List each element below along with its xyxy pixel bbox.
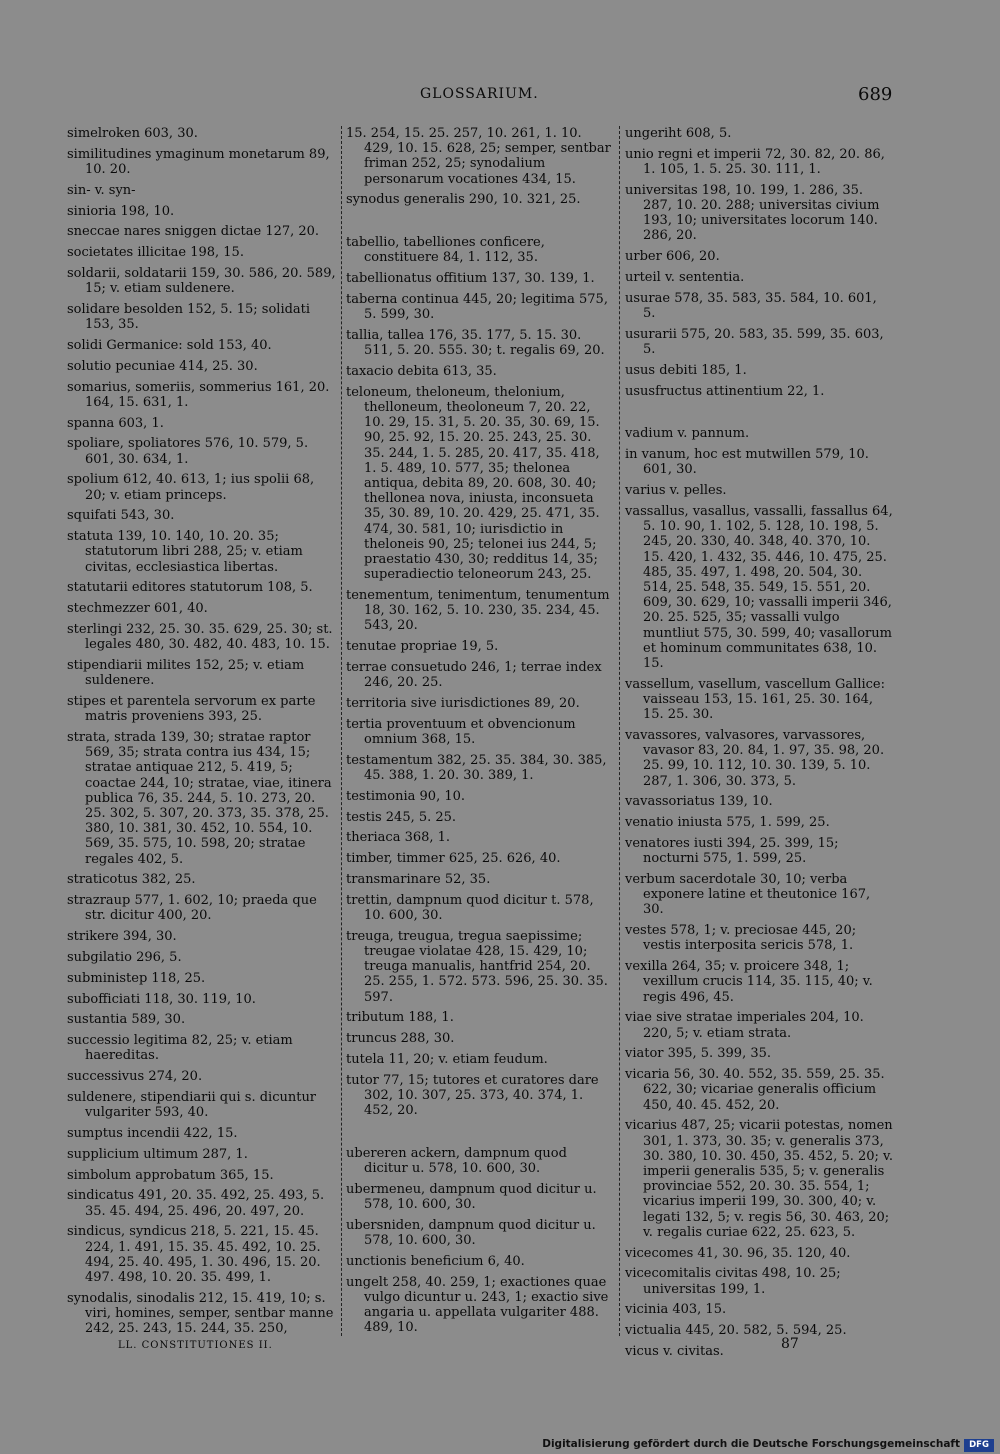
- glossary-entry: terrae consuetudo 246, 1; terrae index 246, 20. 25.: [346, 660, 602, 691]
- glossary-entry: vavassoriatus 139, 10.: [625, 794, 773, 810]
- glossary-entry: territoria sive iurisdictiones 89, 20.: [346, 696, 580, 712]
- section-gap: [625, 404, 893, 426]
- glossary-entry: statuta 139, 10. 140, 10. 20. 35; statutorum libri 288, 25; v. etiam civitas, ecclesiastica libertas.: [67, 529, 303, 575]
- glossary-entry: stipes et parentela servorum ex parte matris proveniens 393, 25.: [67, 693, 316, 725]
- glossary-entry: vavassores, valvasores, varvassores, vavasor 83, 20. 84, 1. 97, 35. 98, 20. 25. 99, 10. 112, 10. 30. 139, 5. 10. 287, 1. 306, 30. 373, 5.: [625, 728, 885, 789]
- section-gap: [346, 1124, 614, 1146]
- glossary-entry: theriaca 368, 1.: [346, 830, 451, 846]
- glossary-entry: tallia, tallea 176, 35. 177, 5. 15. 30. 511, 5. 20. 555. 30; t. regalis 69, 20.: [346, 328, 605, 359]
- glossary-entry: societates illicitae 198, 15.: [67, 245, 244, 261]
- glossary-entry: tertia proventuum et obvencionum omnium 368, 15.: [346, 716, 576, 748]
- glossary-entry: trettin, dampnum quod dicitur t. 578, 10. 600, 30.: [346, 892, 594, 924]
- glossary-entry: usurae 578, 35. 583, 35. 584, 10. 601, 5.: [625, 290, 877, 321]
- glossary-entry: testimonia 90, 10.: [346, 788, 466, 804]
- glossary-entry: transmarinare 52, 35.: [346, 872, 491, 888]
- glossary-column-1: [67, 126, 337, 1342]
- glossary-entry: sneccae nares sniggen dictae 127, 20.: [67, 224, 320, 240]
- glossary-entry: sinioria 198, 10.: [67, 203, 175, 219]
- glossary-entry: vicecomes 41, 30. 96, 35. 120, 40.: [625, 1245, 851, 1261]
- glossary-entry: synodus generalis 290, 10. 321, 25.: [346, 192, 581, 208]
- glossary-entry: ubersniden, dampnum quod dicitur u. 578, 10. 600, 30.: [346, 1218, 596, 1249]
- glossary-entry: venatio iniusta 575, 1. 599, 25.: [625, 815, 830, 831]
- glossary-entry: urteil v. sententia.: [625, 270, 745, 285]
- glossary-entry: strata, strada 139, 30; stratae raptor 569, 35; strata contra ius 434, 15; stratae antiquae 212, 5. 419, 5; coactae 244, 10; stratae, viae, itinera publica 76, 35. 244, 5. 10. 273, 20. 25. 302, 5. 307, 20. 373, 35. 378, 25. 380, 10. 381, 30. 452, 10. 554, 10. 569, 35. 575, 10. 598, 20; stratae regales 402, 5.: [67, 729, 332, 867]
- glossary-entry: soldarii, soldatarii 159, 30. 586, 20. 589, 15; v. etiam suldenere.: [67, 265, 336, 297]
- glossary-entry: testis 245, 5. 25.: [346, 809, 457, 825]
- glossary-entry: testamentum 382, 25. 35. 384, 30. 385, 45. 388, 1. 20. 30. 389, 1.: [346, 752, 607, 784]
- glossary-entry: subministeр 118, 25.: [67, 970, 206, 986]
- glossary-entry: ubermeneu, dampnum quod dicitur u. 578, 10. 600, 30.: [346, 1182, 597, 1213]
- glossary-entry: vassallus, vasallus, vassalli, fassallus 64, 5. 10. 90, 1. 102, 5. 128, 10. 198, 5. 245, 20. 330, 40. 348, 40. 370, 10. 15. 420, 1. 432, 35. 446, 10. 475, 25. 485, 35. 497, 1. 498, 20. 504, 30. 514, 25. 548, 35. 549, 15. 551, 20. 609, 30. 629, 10; vassalli imperii 346, 20. 25. 525, 35; vassalli vulgo muntliut 575, 30. 599, 40; vasallorum et hominum communitates 638, 10. 15.: [625, 503, 893, 672]
- glossary-entry: vexilla 264, 35; v. proicere 348, 1; vexillum crucis 114, 35. 115, 40; v. regis 496, 45.: [625, 959, 873, 1005]
- digitization-credit: [0, 1438, 1000, 1454]
- credit-text: Digitalisierung gefördert durch die Deutsche Forschungsgemeinschaft: [542, 1438, 960, 1450]
- glossary-entry: tabellionatus offitium 137, 30. 139, 1.: [346, 271, 595, 287]
- glossary-entry: truncus 288, 30.: [346, 1031, 455, 1047]
- glossary-entry: sin- v. syn-: [67, 182, 136, 198]
- running-title: GLOSSARIUM.: [420, 86, 539, 102]
- glossary-entry: vicaria 56, 30. 40. 552, 35. 559, 25. 35. 622, 30; vicariae generalis officium 450, 40. 45. 452, 20.: [625, 1067, 885, 1113]
- glossary-entry: vicinia 403, 15.: [625, 1302, 727, 1318]
- glossary-entry: tenutae propriae 19, 5.: [346, 639, 499, 655]
- glossary-entry: ususfructus attinentium 22, 1.: [625, 383, 825, 399]
- glossary-entry: vicus v. civitas.: [625, 1344, 724, 1360]
- glossary-entry: unio regni et imperii 72, 30. 82, 20. 86, 1. 105, 1. 5. 25. 30. 111, 1.: [625, 146, 885, 177]
- series-title: LL. CONSTITUTIONES II.: [118, 1340, 273, 1351]
- glossary-entry: successio legitima 82, 25; v. etiam haereditas.: [67, 1033, 293, 1064]
- glossary-entry: stechmezzer 601, 40.: [67, 601, 208, 617]
- glossary-entry: sustantia 589, 30.: [67, 1012, 186, 1028]
- glossary-entry: unctionis beneficium 6, 40.: [346, 1254, 525, 1270]
- glossary-entry: usus debiti 185, 1.: [625, 362, 747, 378]
- glossary-entry: taberna continua 445, 20; legitima 575, 5. 599, 30.: [346, 292, 608, 323]
- glossary-entry: viae sive stratae imperiales 204, 10. 220, 5; v. etiam strata.: [625, 1010, 864, 1041]
- glossary-entry: tenementum, tenimentum, tenumentum 18, 30. 162, 5. 10. 230, 35. 234, 45. 543, 20.: [346, 588, 610, 634]
- glossary-entry: similitudines ymaginum monetarum 89, 10. 20.: [67, 146, 330, 177]
- glossary-entry: statutarii editores statutorum 108, 5.: [67, 580, 313, 596]
- glossary-entry: subgilatio 296, 5.: [67, 949, 182, 965]
- glossary-entry: vestes 578, 1; v. preciosae 445, 20; vestis interposita sericis 578, 1.: [625, 923, 857, 954]
- glossary-entry: viator 395, 5. 399, 35.: [625, 1046, 772, 1062]
- dfg-logo-icon: DFG: [964, 1439, 994, 1452]
- glossary-entry: taxacio debita 613, 35.: [346, 364, 497, 379]
- glossary-entry: ubereren ackern, dampnum quod dicitur u. 578, 10. 600, 30.: [346, 1146, 567, 1177]
- glossary-entry: somarius, someriis, sommerius 161, 20. 164, 15. 631, 1.: [67, 379, 330, 410]
- glossary-entry: stipendiarii milites 152, 25; v. etiam suldenere.: [67, 657, 305, 689]
- column-divider: [619, 126, 620, 1336]
- glossary-entry: tabellio, tabelliones conficere, constituere 84, 1. 112, 35.: [346, 235, 545, 266]
- glossary-column-3: [625, 126, 893, 1365]
- glossary-entry: spanna 603, 1.: [67, 415, 164, 431]
- glossary-entry: vicecomitalis civitas 498, 10. 25; universitas 199, 1.: [625, 1266, 841, 1297]
- glossary-entry: successivus 274, 20.: [67, 1069, 203, 1085]
- signature-mark: 87: [781, 1336, 799, 1352]
- glossary-entry: varius v. pelles.: [625, 483, 727, 499]
- glossary-entry: usurarii 575, 20. 583, 35. 599, 35. 603, 5.: [625, 326, 884, 357]
- glossary-entry: treuga, treugua, tregua saepissime; treugae violatae 428, 15. 429, 10; treuga manualis, hantfrid 254, 20. 25. 255, 1. 572. 573. 596, 25. 30. 35. 597.: [346, 928, 608, 1005]
- glossary-entry: ungeriht 608, 5.: [625, 126, 732, 141]
- glossary-entry: simbolum approbatum 365, 15.: [67, 1167, 274, 1183]
- glossary-entry: timber, timmer 625, 25. 626, 40.: [346, 851, 561, 867]
- glossary-entry: squifati 543, 30.: [67, 508, 175, 524]
- glossary-entry: spolium 612, 40. 613, 1; ius spolii 68, 20; v. etiam princeps.: [67, 472, 315, 503]
- glossary-entry: victualia 445, 20. 582, 5. 594, 25.: [625, 1323, 847, 1339]
- glossary-entry: spoliare, spoliatores 576, 10. 579, 5. 601, 30. 634, 1.: [67, 436, 309, 467]
- section-gap: [346, 213, 614, 235]
- page-number: 689: [858, 84, 893, 105]
- glossary-entry: vassellum, vasellum, vascellum Gallice: vaisseau 153, 15. 161, 25. 30. 164, 15. 25. 30.: [625, 676, 885, 723]
- glossary-entry: synodalis, sinodalis 212, 15. 419, 10; s. viri, homines, semper, sentbar manne 242, 25. 243, 15. 244, 35. 250,: [67, 1290, 334, 1337]
- glossary-entry: solidi Germanice: sold 153, 40.: [67, 337, 272, 353]
- glossary-entry: teloneum, theloneum, thelonium, thelloneum, theoloneum 7, 20. 22, 10. 29, 15. 31, 5. 20. 35, 30. 69, 15. 90, 25. 92, 15. 20. 25. 243, 25. 30. 35. 244, 1. 5. 285, 20. 417, 35. 418, 1. 5. 489, 10. 577, 35; thelonea antiqua, debita 89, 20. 608, 30. 40; thellonea nova, iniusta, inconsueta 35, 30. 89, 10. 20. 429, 25. 471, 35. 474, 30. 581, 10; iurisdictio in theloneis 90, 25; telonei ius 244, 5; praestatio 430, 30; redditus 14, 35; superadiectio teloneorum 243, 25.: [346, 384, 600, 583]
- page-header: [0, 86, 1000, 110]
- glossary-entry: sindicus, syndicus 218, 5. 221, 15. 45. 224, 1. 491, 15. 35. 45. 492, 10. 25. 494, 25. 40. 495, 1. 30. 496, 15. 20. 497. 498, 10. 20. 35. 499, 1.: [67, 1224, 321, 1285]
- glossary-entry: sindicatus 491, 20. 35. 492, 25. 493, 5. 35. 45. 494, 25. 496, 20. 497, 20.: [67, 1188, 325, 1219]
- glossary-entry: ungelt 258, 40. 259, 1; exactiones quae vulgo dicuntur u. 243, 1; exactio sive angaria u. appellata vulgariter 488. 489, 10.: [346, 1274, 609, 1336]
- glossary-entry: strazraup 577, 1. 602, 10; praeda que str. dicitur 400, 20.: [67, 893, 317, 924]
- glossary-entry: 15. 254, 15. 25. 257, 10. 261, 1. 10. 429, 10. 15. 628, 25; semper, sentbar friman 252, 25; synodalium personarum vocationes 434, 15.: [346, 126, 611, 187]
- glossary-entry: universitas 198, 10. 199, 1. 286, 35. 287, 10. 20. 288; universitas civium 193, 10; universitates locorum 140. 286, 20.: [625, 182, 880, 244]
- glossary-entry: tutor 77, 15; tutores et curatores dare 302, 10. 307, 25. 373, 40. 374, 1. 452, 20.: [346, 1072, 599, 1119]
- glossary-entry: strikere 394, 30.: [67, 929, 177, 945]
- glossary-entry: urber 606, 20.: [625, 249, 720, 265]
- glossary-entry: simelroken 603, 30.: [67, 126, 198, 141]
- glossary-entry: supplicium ultimum 287, 1.: [67, 1146, 248, 1162]
- glossary-entry: subofficiati 118, 30. 119, 10.: [67, 991, 256, 1007]
- glossary-entry: verbum sacerdotale 30, 10; verba exponere latine et theutonice 167, 30.: [625, 872, 871, 918]
- glossary-entry: solutio pecuniae 414, 25. 30.: [67, 358, 258, 374]
- glossary-entry: straticotus 382, 25.: [67, 872, 196, 888]
- glossary-column-2: [346, 126, 614, 1341]
- glossary-entry: tributum 188, 1.: [346, 1010, 454, 1026]
- glossary-entry: vadium v. pannum.: [625, 426, 750, 442]
- glossary-entry: sumptus incendii 422, 15.: [67, 1125, 238, 1141]
- column-divider: [341, 126, 342, 1336]
- glossary-entry: suldenere, stipendiarii qui s. dicuntur vulgariter 593, 40.: [67, 1089, 317, 1121]
- glossary-entry: tutela 11, 20; v. etiam feudum.: [346, 1052, 548, 1068]
- glossary-entry: vicarius 487, 25; vicarii potestas, nomen 301, 1. 373, 30. 35; v. generalis 373, 30. 380, 10. 30. 450, 35. 452, 5. 20; v. imperii generalis 535, 5; v. generalis provinciae 552, 20. 30. 35. 554, 1; vicarius imperii 199, 30. 300, 40; v. legati 132, 5; v. regis 56, 30. 463, 20; v. regalis curiae 622, 25. 623, 5.: [625, 1118, 893, 1240]
- glossary-entry: venatores iusti 394, 25. 399, 15; nocturni 575, 1. 599, 25.: [625, 836, 839, 867]
- glossary-entry: solidare besolden 152, 5. 15; solidati 153, 35.: [67, 301, 311, 333]
- glossary-entry: sterlingi 232, 25. 30. 35. 629, 25. 30; st. legales 480, 30. 482, 40. 483, 10. 15.: [67, 621, 333, 653]
- glossary-entry: in vanum, hoc est mutwillen 579, 10. 601, 30.: [625, 447, 869, 478]
